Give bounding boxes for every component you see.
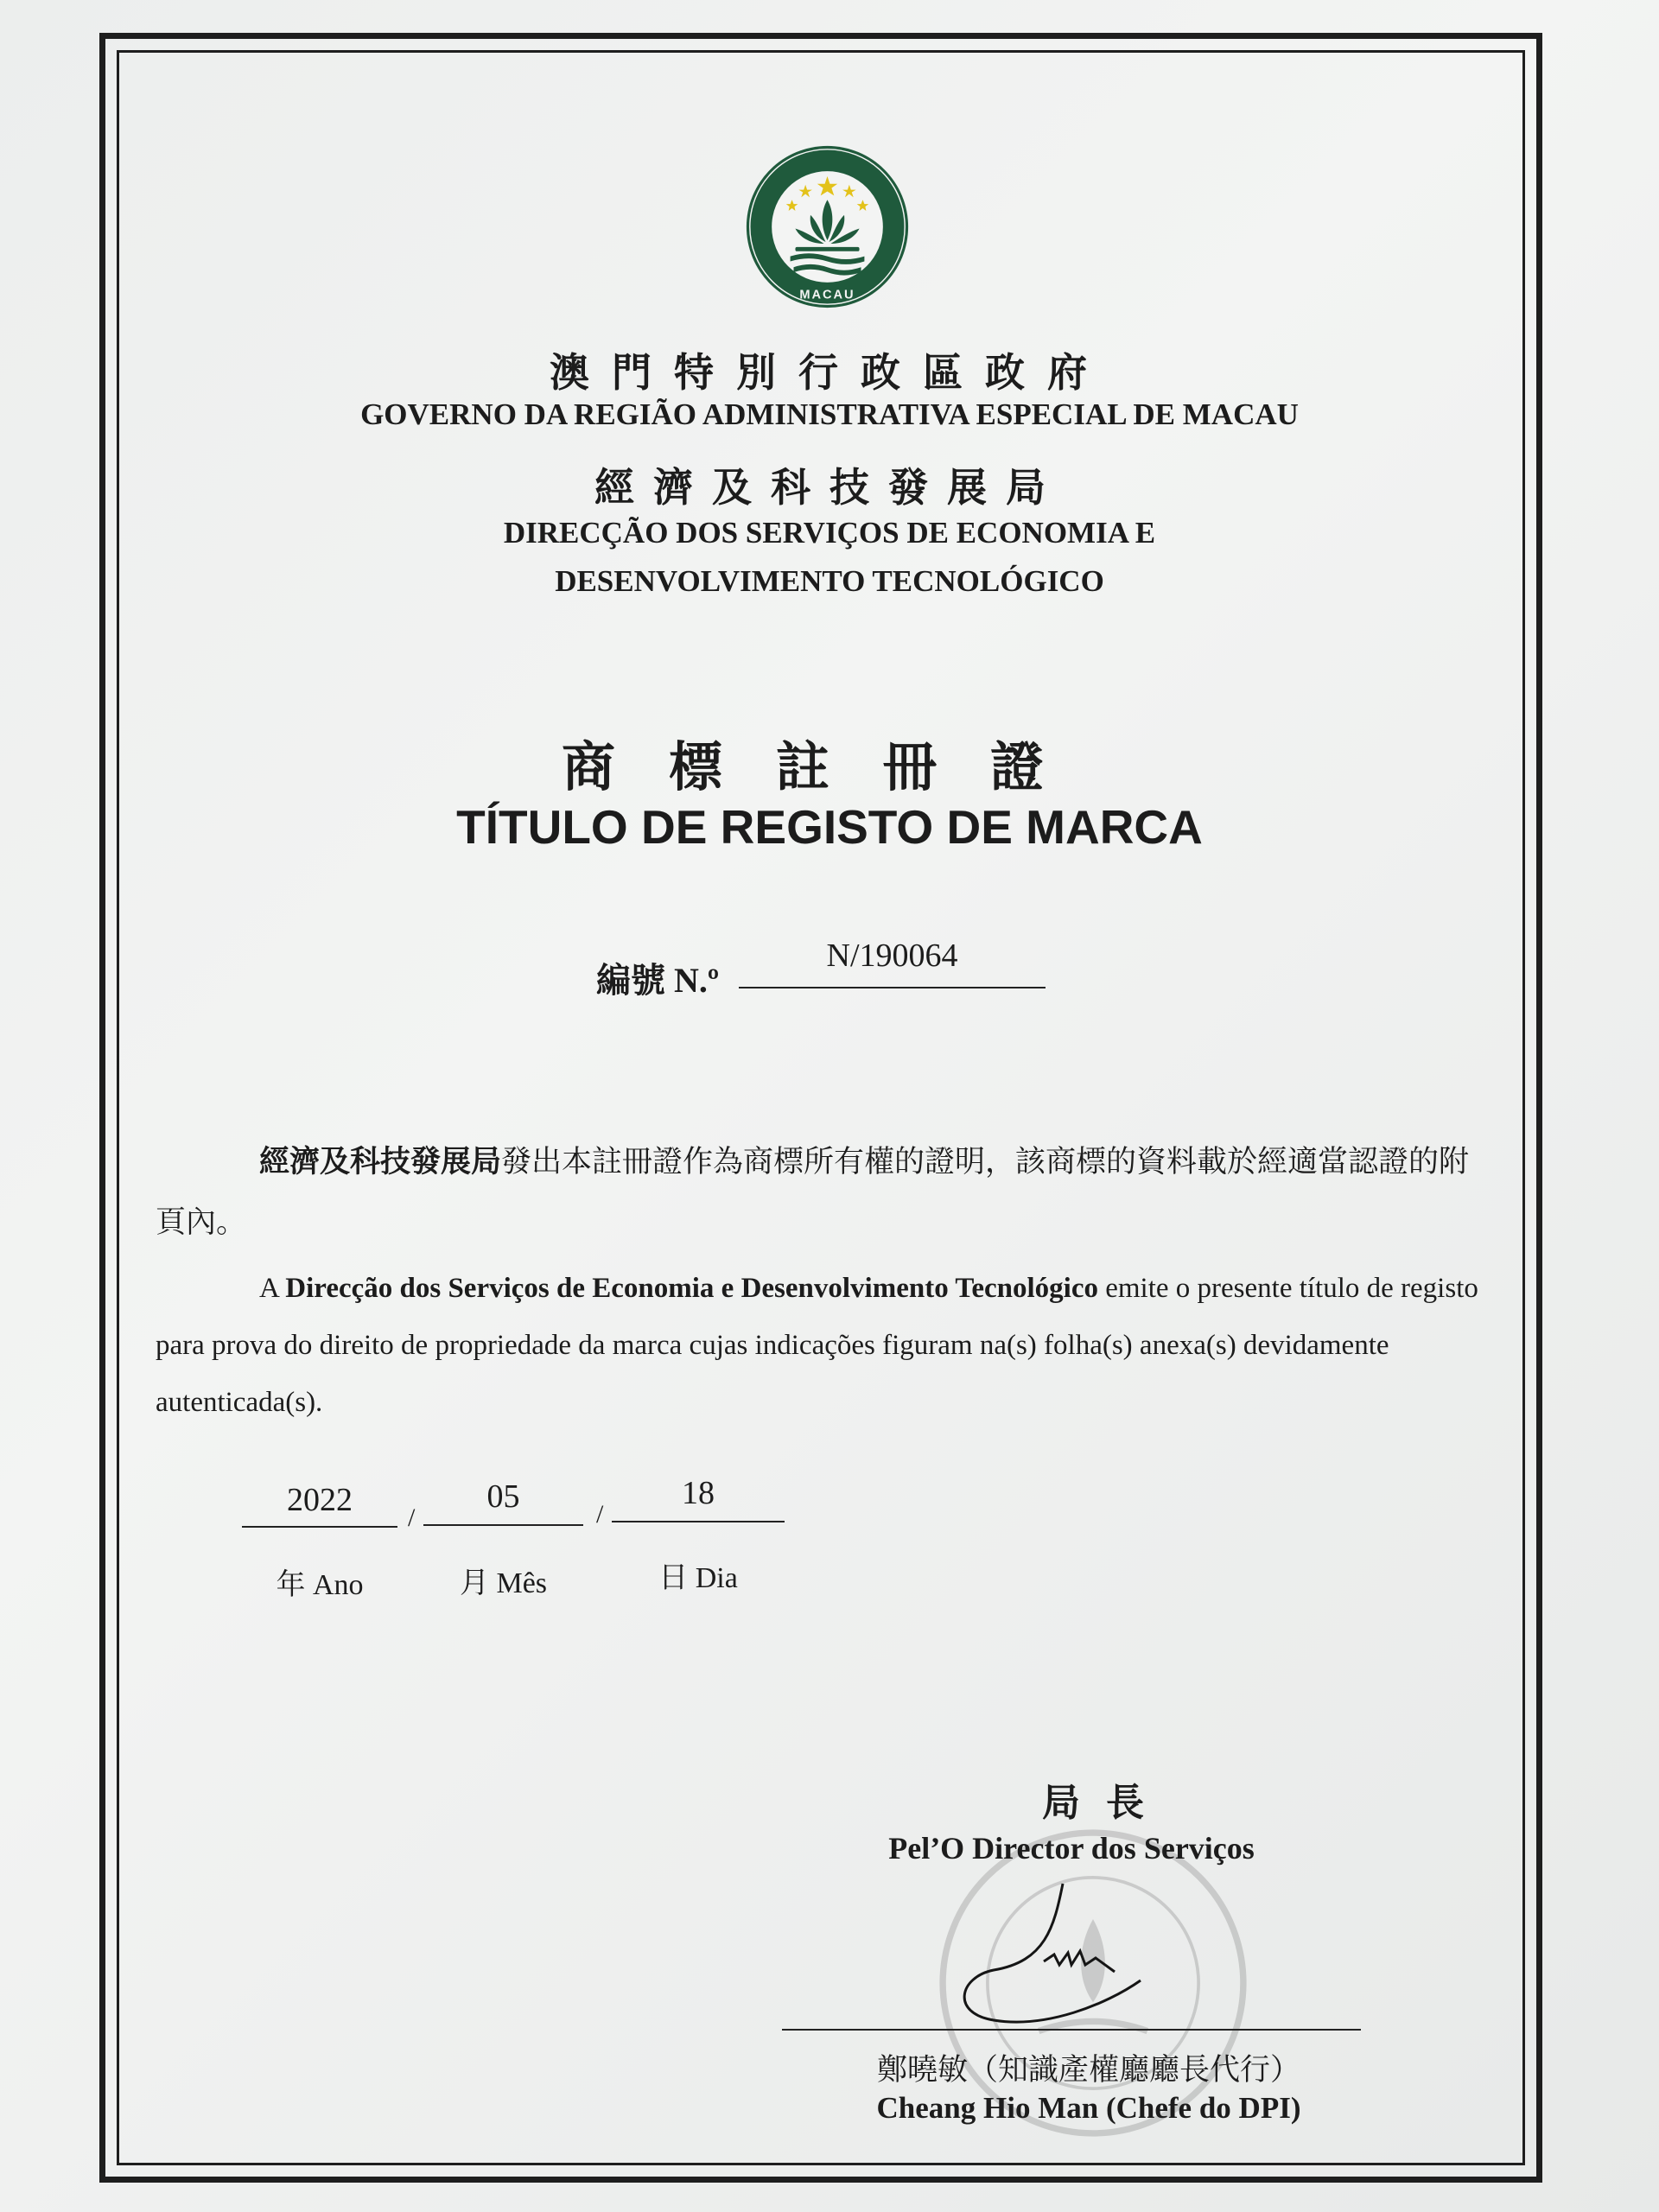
statement-zh-bold: 經濟及科技發展局 bbox=[259, 1145, 502, 1179]
certificate-title-pt: TÍTULO DE REGISTO DE MARCA bbox=[456, 800, 1203, 854]
date-month-line bbox=[423, 1524, 583, 1526]
date-year-line bbox=[242, 1526, 397, 1528]
statement-pt bbox=[156, 1260, 1495, 1431]
date-month-label: 月 Mês bbox=[459, 1567, 548, 1599]
department-name-pt-line2: DESENVOLVIMENTO TECNOLÓGICO bbox=[555, 564, 1104, 598]
signatory-name-pt: Cheang Hio Man (Chefe do DPI) bbox=[876, 2091, 1301, 2125]
date-separator: / bbox=[408, 1503, 416, 1532]
department-name-pt-line1: DIRECÇÃO DOS SERVIÇOS DE ECONOMIA E bbox=[503, 516, 1156, 550]
signatory-name-zh: 鄭曉敏（知識產權廳廳長代行） bbox=[876, 2053, 1300, 2087]
statement-pt-bold: Direcção dos Serviços de Economia e Desenvolvimento Tecnológico bbox=[285, 1273, 1098, 1304]
registration-number-underline bbox=[739, 987, 1046, 988]
certificate-title-zh: 商標註冊證 bbox=[561, 739, 1097, 798]
date-day-value: 18 bbox=[682, 1475, 715, 1511]
department-name-zh: 經濟及科技發展局 bbox=[594, 466, 1065, 510]
date-month-value: 05 bbox=[486, 1478, 520, 1515]
registration-number-value: N/190064 bbox=[826, 938, 958, 974]
date-year-value: 2022 bbox=[287, 1482, 353, 1518]
date-day-line bbox=[612, 1521, 785, 1522]
statement-pt-rest: emite o presente título de registo para prova do direito de propriedade da marca cujas indicações figuram na(s) folha(s) anexa(s) devidamente autenticada(s). bbox=[156, 1273, 1478, 1418]
signatory-title-zh: 局長 bbox=[1042, 1782, 1170, 1824]
government-name-pt: GOVERNO DA REGIÃO ADMINISTRATIVA ESPECIAL DE MACAU bbox=[360, 397, 1299, 431]
signature-line bbox=[782, 2029, 1361, 2031]
statement-zh-rest: 發出本註冊證作為商標所有權的證明，該商標的資料載於經適當認證的附頁內。 bbox=[156, 1145, 1470, 1239]
signatory-title-pt: Pel’O Director dos Serviços bbox=[888, 1831, 1255, 1866]
statement-zh bbox=[156, 1132, 1495, 1253]
statement-pt-prefix: A bbox=[259, 1273, 286, 1304]
registration-number-label: 編號 N.º bbox=[596, 961, 720, 1000]
date-separator: / bbox=[596, 1500, 604, 1529]
macau-emblem-icon bbox=[743, 143, 912, 311]
government-name-zh: 澳門特別行政區政府 bbox=[550, 351, 1109, 395]
date-day-label: 日 Dia bbox=[658, 1562, 738, 1594]
handwritten-signature bbox=[942, 1875, 1184, 2031]
date-year-label: 年 Ano bbox=[276, 1569, 364, 1601]
emblem-label: MACAU bbox=[799, 288, 855, 302]
